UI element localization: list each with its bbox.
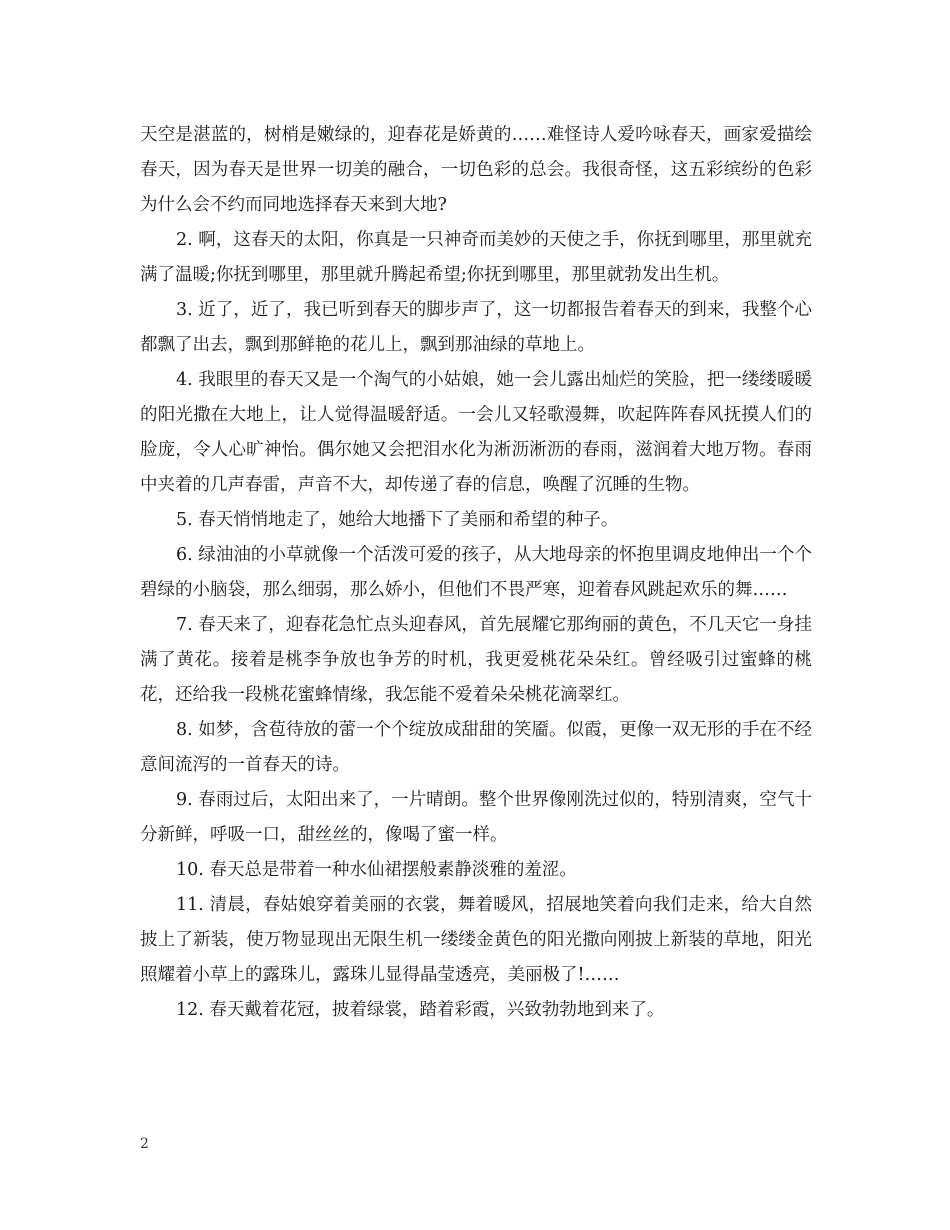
paragraph-intro: 天空是湛蓝的，树梢是嫩绿的，迎春花是娇黄的……难怪诗人爱吟咏春天，画家爱描绘春天，因为春天是世界一切美的融合，一切色彩的总会。我很奇怪，这五彩缤纷的色彩为什么会不约而同地选择春天来到大地?: [140, 125, 812, 215]
paragraph-9: 9. 春雨过后，太阳出来了，一片晴朗。整个世界像刚洗过似的，特别清爽，空气十分新鲜，呼吸一口，甜丝丝的，像喝了蜜一样。: [140, 790, 812, 845]
paragraph-5: 5. 春天悄悄地走了，她给大地播下了美丽和希望的种子。: [176, 510, 619, 530]
paragraph-4: 4. 我眼里的春天又是一个淘气的小姑娘，她一会儿露出灿烂的笑脸，把一缕缕暖暖的阳光撒在大地上，让人觉得温暖舒适。一会儿又轻歌漫舞，吹起阵阵春风抚摸人们的脸庞，令人心旷神怡。偶尔她又会把泪水化为淅沥淅沥的春雨，滋润着大地万物。春雨中夹着的几声春雷，声音不大，却传递了春的信息，唤醒了沉睡的生物。: [140, 370, 812, 495]
paragraph-3: 3. 近了，近了，我已听到春天的脚步声了，这一切都报告着春天的到来，我整个心都飘了出去，飘到那鲜艳的花儿上，飘到那油绿的草地上。: [140, 300, 812, 355]
paragraph-11: 11. 清晨，春姑娘穿着美丽的衣裳，舞着暖风，招展地笑着向我们走来，给大自然披上了新装，使万物显现出无限生机一缕缕金黄色的阳光撒向刚披上新装的草地，阳光照耀着小草上的露珠儿，露珠儿显得晶莹透亮，美丽极了!……: [140, 895, 812, 985]
page-number: 2: [140, 1136, 149, 1152]
paragraph-12: 12. 春天戴着花冠，披着绿裳，踏着彩霞，兴致勃勃地到来了。: [176, 1000, 665, 1020]
paragraph-2: 2. 啊，这春天的太阳，你真是一只神奇而美妙的天使之手，你抚到哪里，那里就充满了温暖;你抚到哪里，那里就升腾起希望;你抚到哪里，那里就勃发出生机。: [140, 230, 812, 285]
paragraph-7: 7. 春天来了，迎春花急忙点头迎春风，首先展耀它那绚丽的黄色，不几天它一身挂满了黄花。接着是桃李争放也争芳的时机，我更爱桃花朵朵红。曾经吸引过蜜蜂的桃花，还给我一段桃花蜜蜂情缘，我怎能不爱着朵朵桃花滴翠红。: [140, 615, 812, 705]
document-body: [140, 118, 812, 1028]
paragraph-10: 10. 春天总是带着一种水仙裙摆般素静淡雅的羞涩。: [176, 860, 577, 880]
paragraph-8: 8. 如梦，含苞待放的蕾一个个绽放成甜甜的笑靥。似霞，更像一双无形的手在不经意间流泻的一首春天的诗。: [140, 720, 812, 775]
paragraph-6: 6. 绿油油的小草就像一个活泼可爱的孩子，从大地母亲的怀抱里调皮地伸出一个个碧绿的小脑袋，那么细弱，那么娇小，但他们不畏严寒，迎着春风跳起欢乐的舞……: [140, 545, 812, 600]
